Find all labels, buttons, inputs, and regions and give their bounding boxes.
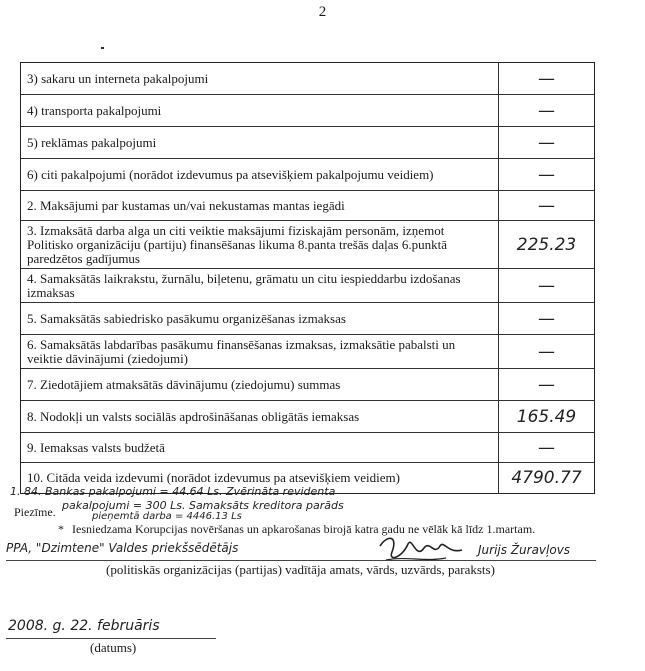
table-row — [21, 63, 594, 95]
date-handwritten: 2008. g. 22. februāris — [8, 618, 160, 634]
expenses-table — [20, 62, 595, 494]
row-label: 9. Iemaksas valsts budžetā — [27, 439, 165, 455]
handwritten-note-line-2: pakalpojumi = 300 Ls. Samaksāts kreditora parāds — [62, 499, 344, 512]
row-label: 2. Maksājumi par kustamas un/vai nekustamas mantas iegādi — [27, 197, 345, 213]
row-value: — — [498, 269, 594, 302]
note-label: Piezīme. — [14, 505, 56, 519]
row-value: — — [498, 159, 594, 190]
row-label: 7. Ziedotājiem atmaksātās dāvinājumu (ziedojumu) summas — [27, 376, 341, 392]
row-label: 6) citi pakalpojumi (norādot izdevumus pa atsevišķiem pakalpojumu veidiem) — [27, 166, 434, 182]
page-number: 2 — [318, 4, 327, 20]
note-asterisk: * — [58, 522, 64, 536]
submission-note: Iesniedzama Korupcijas novēršanas un apkarošanas birojā katra gadu ne vēlāk kā līdz 1.martam. — [72, 522, 536, 536]
row-value: 165.49 — [498, 401, 594, 432]
signature-line — [6, 560, 596, 561]
row-label: 4. Samaksātās laikrakstu, žurnālu, biļetenu, grāmatu un citu iespieddarbu izdošanas izmaksas — [27, 270, 461, 300]
table-row — [21, 95, 594, 127]
table-row — [21, 369, 594, 401]
handwritten-note-line-1: 1. 84. Bankas pakalpojumi = 44.64 Ls. Zvērināta revidenta — [10, 485, 336, 498]
scan-speck — [101, 47, 104, 49]
row-label: 10. Citāda veida izdevumi (norādot izdevumus pa atsevišķiem veidiem) — [27, 470, 400, 485]
date-line — [6, 638, 216, 639]
handwritten-note-line-3: pieņemtā darba = 4446.13 Ls — [92, 511, 242, 522]
row-label: 4) transporta pakalpojumi — [27, 102, 162, 118]
table-row — [21, 159, 594, 191]
row-label: 3) sakaru un interneta pakalpojumi — [27, 70, 209, 86]
signer-name-handwritten: Jurijs Žuravļovs — [478, 543, 571, 557]
table-row — [21, 335, 594, 369]
row-label: 6. Samaksātās labdarības pasākumu finansēšanas izmaksas, izmaksātie pabalsti un veiktie dāvinājumi (ziedojumi) — [27, 336, 456, 366]
row-value: — — [498, 127, 594, 158]
date-caption: (datums) — [90, 640, 137, 655]
signature-caption: (politiskās organizācijas (partijas) vadītāja amats, vārds, uzvārds, paraksts) — [106, 562, 495, 577]
row-value: — — [498, 95, 594, 126]
row-label: 5. Samaksātās sabiedrisko pasākumu organizēšanas izmaksas — [27, 310, 346, 326]
row-label: 5) reklāmas pakalpojumi — [27, 134, 157, 150]
table-row — [21, 221, 594, 269]
row-value: — — [498, 63, 594, 94]
table-row — [21, 191, 594, 221]
table-row — [21, 433, 594, 463]
row-value: — — [498, 191, 594, 220]
row-label: 8. Nodokļi un valsts sociālās apdrošināšanas obligātās iemaksas — [27, 408, 360, 424]
row-value: — — [498, 433, 594, 462]
table-row — [21, 401, 594, 433]
row-value: — — [498, 369, 594, 400]
row-label: 3. Izmaksātā darba alga un citi veiktie maksājumi fiziskajām personām, izņemot Politisko organizāciju (partiju) finansēšanas likuma 8.panta trešās daļas 6.punktā paredzētos gadījumus — [27, 222, 447, 266]
row-value: — — [498, 303, 594, 334]
org-position-handwritten: PPA, "Dzimtene" Valdes priekšsēdētājs — [6, 541, 239, 555]
row-value: 225.23 — [498, 221, 594, 268]
row-value: 4790.77 — [498, 463, 594, 493]
row-value: — — [498, 335, 594, 368]
table-row — [21, 303, 594, 335]
table-row — [21, 269, 594, 303]
table-row — [21, 127, 594, 159]
